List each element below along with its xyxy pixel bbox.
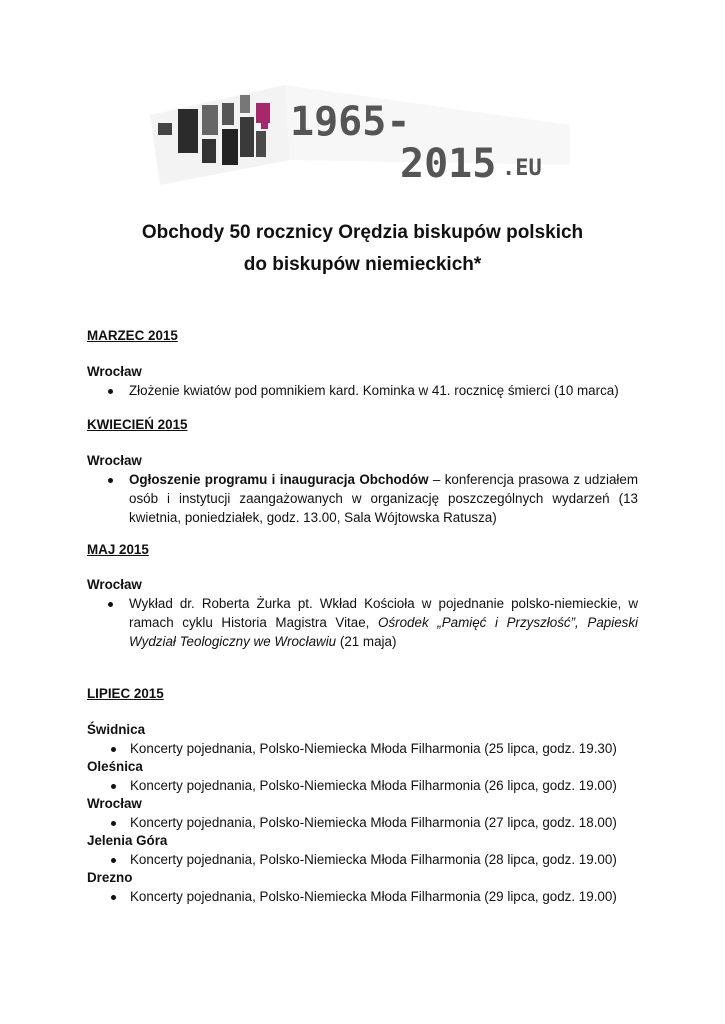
event-list-swidnica bbox=[87, 739, 638, 758]
logo-year-bottom: 2015 bbox=[400, 141, 497, 187]
bullet-icon bbox=[111, 784, 116, 789]
month-heading-maj: MAJ 2015 bbox=[87, 542, 149, 557]
city-wroclaw-maj: Wrocław bbox=[87, 577, 142, 592]
event-list-kwiecien bbox=[87, 470, 638, 527]
event-text: Koncerty pojednania, Polsko-Niemiecka Młoda Filharmonia (29 lipca, godz. 19.00) bbox=[130, 889, 617, 904]
event-list-marzec bbox=[87, 381, 638, 400]
title-line-2: do biskupów niemieckich* bbox=[243, 254, 482, 275]
list-item bbox=[87, 813, 638, 832]
city-olesnica: Oleśnica bbox=[87, 759, 143, 774]
event-list-jelenia-gora bbox=[87, 850, 638, 869]
event-text: Koncerty pojednania, Polsko-Niemiecka Młoda Filharmonia (26 lipca, godz. 19.00) bbox=[130, 778, 617, 793]
event-venue: Ośrodek „Pamięć i Przyszłość”, Papieski Wydział Teologiczny we Wrocławiu bbox=[129, 615, 639, 649]
event-list-maj bbox=[87, 594, 638, 651]
bullet-icon bbox=[108, 389, 113, 394]
bullet-icon bbox=[111, 895, 116, 900]
city-swidnica: Świdnica bbox=[87, 722, 146, 737]
bullet-icon bbox=[111, 821, 116, 826]
logo-graphic bbox=[150, 85, 570, 195]
event-text: Koncerty pojednania, Polsko-Niemiecka Młoda Filharmonia (25 lipca, godz. 19.30) bbox=[130, 741, 617, 756]
schedule bbox=[87, 327, 638, 906]
event-list-olesnica bbox=[87, 776, 638, 795]
city-drezno: Drezno bbox=[87, 870, 133, 885]
event-list-wroclaw-lipiec bbox=[87, 813, 638, 832]
logo-year-top: 1965- bbox=[290, 99, 411, 145]
event-text: – konferencja prasowa z udziałem osób i instytucji zaangażowanych w organizację poszczególnych wydarzeń (13 kwietnia, poniedziałek, godz. 13.00, Sala Wójtowska Ratusza) bbox=[129, 472, 638, 525]
event-text: Koncerty pojednania, Polsko-Niemiecka Młoda Filharmonia (27 lipca, godz. 18.00) bbox=[130, 815, 617, 830]
city-jelenia-gora: Jelenia Góra bbox=[87, 833, 168, 848]
title-line-1: Obchody 50 rocznicy Orędzia biskupów polskich bbox=[141, 222, 584, 243]
month-heading-kwiecien: KWIECIEŃ 2015 bbox=[87, 417, 188, 432]
list-item bbox=[87, 381, 638, 400]
list-item bbox=[87, 594, 638, 651]
list-item bbox=[87, 887, 638, 906]
event-text: Koncerty pojednania, Polsko-Niemiecka Młoda Filharmonia (28 lipca, godz. 19.00) bbox=[130, 852, 617, 867]
list-item bbox=[87, 470, 638, 527]
city-wroclaw-kwiecien: Wrocław bbox=[87, 453, 142, 468]
event-text: Złożenie kwiatów pod pomnikiem kard. Kominka w 41. rocznicę śmierci (10 marca) bbox=[129, 383, 619, 398]
event-date: (21 maja) bbox=[336, 634, 397, 649]
bullet-icon bbox=[111, 858, 116, 863]
event-text: Wykład dr. Roberta Żurka pt. Wkład Kościoła w pojednanie polsko-niemieckie, w ramach cyklu Historia Magistra Vitae, bbox=[129, 596, 638, 630]
page-title bbox=[0, 217, 725, 281]
month-heading-lipiec: LIPIEC 2015 bbox=[87, 686, 164, 701]
bullet-icon bbox=[108, 478, 113, 483]
logo-domain: .EU bbox=[502, 156, 542, 181]
event-title: Ogłoszenie programu i inauguracja Obchodów bbox=[129, 472, 429, 487]
logo-1965-2015 bbox=[150, 85, 570, 195]
event-list-drezno bbox=[87, 887, 638, 906]
list-item bbox=[87, 850, 638, 869]
list-item bbox=[87, 776, 638, 795]
bullet-icon bbox=[108, 602, 113, 607]
list-item bbox=[87, 739, 638, 758]
city-wroclaw-lipiec: Wrocław bbox=[87, 796, 142, 811]
month-heading-marzec: MARZEC 2015 bbox=[87, 328, 178, 343]
bullet-icon bbox=[111, 747, 116, 752]
city-wroclaw-marzec: Wrocław bbox=[87, 364, 142, 379]
